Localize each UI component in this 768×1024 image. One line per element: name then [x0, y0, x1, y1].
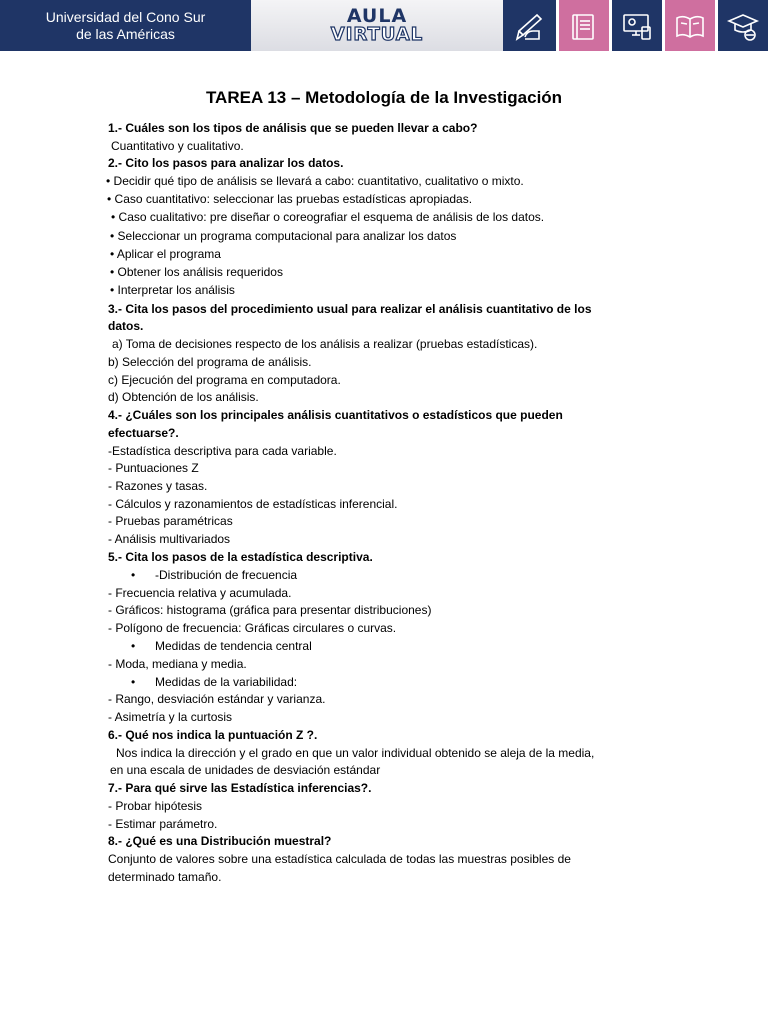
pen-hand-icon: [503, 0, 556, 51]
answer-line: - Probar hipótesis: [108, 799, 203, 813]
question-4-cont: efectuarse?.: [108, 426, 179, 440]
bullet-marker: •: [131, 639, 136, 653]
answer-line: - Rango, desviación estándar y varianza.: [108, 692, 326, 706]
answer-line: - Pruebas paramétricas: [108, 514, 233, 528]
header-banner: [0, 0, 768, 51]
university-logo: [0, 0, 251, 51]
answer-line: c) Ejecución del programa en computadora.: [108, 373, 341, 387]
answer-line: - Frecuencia relativa y acumulada.: [108, 586, 292, 600]
bullet-item: • Caso cuantitativo: seleccionar las pruebas estadísticas apropiadas.: [107, 192, 473, 206]
answer-line: a) Toma de decisiones respecto de los análisis a realizar (pruebas estadísticas).: [112, 337, 538, 351]
university-name-line1: Universidad del Cono Sur: [45, 8, 206, 25]
question-4: 4.- ¿Cuáles son los principales análisis cuantitativos o estadísticos que pueden: [108, 408, 563, 422]
question-6: 6.- Qué nos indica la puntuación Z ?.: [108, 728, 318, 742]
answer-line: determinado tamaño.: [108, 870, 222, 884]
bullet-item: • Caso cualitativo: pre diseñar o coreografiar el esquema de análisis de los datos.: [111, 210, 545, 224]
answer-line: - Asimetría y la curtosis: [108, 710, 233, 724]
bullet-item: • Decidir qué tipo de análisis se llevará a cabo: cuantitativo, cualitativo o mixto.: [106, 174, 524, 188]
answer-line: - Puntuaciones Z: [108, 461, 199, 475]
answer-line: - Estimar parámetro.: [108, 817, 218, 831]
bullet-marker: •: [131, 675, 136, 689]
question-5: 5.- Cita los pasos de la estadística descriptiva.: [108, 550, 373, 564]
answer-line: - Análisis multivariados: [108, 532, 231, 546]
bullet-item: • Interpretar los análisis: [110, 283, 235, 297]
aula-logo-line2: VIRTUAL: [330, 23, 424, 45]
question-3: 3.- Cita los pasos del procedimiento usual para realizar el análisis cuantitativo de los: [108, 302, 592, 316]
question-8: 8.- ¿Qué es una Distribución muestral?: [108, 834, 332, 848]
bullet-item: Medidas de tendencia central: [155, 639, 312, 653]
computer-icon: [612, 0, 662, 51]
answer-line: Cuantitativo y cualitativo.: [111, 139, 244, 153]
answer-line: - Moda, mediana y media.: [108, 657, 247, 671]
open-book-icon: [665, 0, 715, 51]
question-7: 7.- Para qué sirve las Estadística inferencias?.: [108, 781, 372, 795]
bullet-item: -Distribución de frecuencia: [155, 568, 298, 582]
bullet-item: • Obtener los análisis requeridos: [110, 265, 283, 279]
answer-line: Conjunto de valores sobre una estadística calculada de todas las muestras posibles de: [108, 852, 571, 866]
answer-line: -Estadística descriptiva para cada variable.: [108, 444, 337, 458]
answer-line: b) Selección del programa de análisis.: [108, 355, 312, 369]
book-stack-icon: [559, 0, 609, 51]
page-title: TAREA 13 – Metodología de la Investigación: [205, 88, 563, 107]
university-name-line2: de las Américas: [76, 25, 175, 42]
aula-logo-line1: AULA: [346, 4, 408, 27]
answer-line: Nos indica la dirección y el grado en que un valor individual obtenido se aleja de la media,: [116, 746, 595, 760]
answer-line: - Polígono de frecuencia: Gráficas circulares o curvas.: [108, 621, 397, 635]
answer-line: - Cálculos y razonamientos de estadísticas inferencial.: [108, 497, 398, 511]
answer-line: - Gráficos: histograma (gráfica para presentar distribuciones): [108, 603, 432, 617]
question-3-cont: datos.: [108, 319, 144, 333]
question-1: 1.- Cuáles son los tipos de análisis que se pueden llevar a cabo?: [108, 121, 478, 135]
bullet-item: • Aplicar el programa: [110, 247, 221, 261]
header-icon-tiles: [503, 0, 768, 51]
bullet-marker: •: [131, 568, 136, 582]
answer-line: - Razones y tasas.: [108, 479, 208, 493]
answer-line: en una escala de unidades de desviación estándar: [110, 763, 381, 777]
bullet-item: • Seleccionar un programa computacional para analizar los datos: [110, 229, 457, 243]
question-2: 2.- Cito los pasos para analizar los datos.: [108, 156, 344, 170]
graduation-cap-icon: [718, 0, 768, 51]
answer-line: d) Obtención de los análisis.: [108, 390, 259, 404]
bullet-item: Medidas de la variabilidad:: [155, 675, 298, 689]
aula-virtual-logo: [251, 0, 503, 51]
